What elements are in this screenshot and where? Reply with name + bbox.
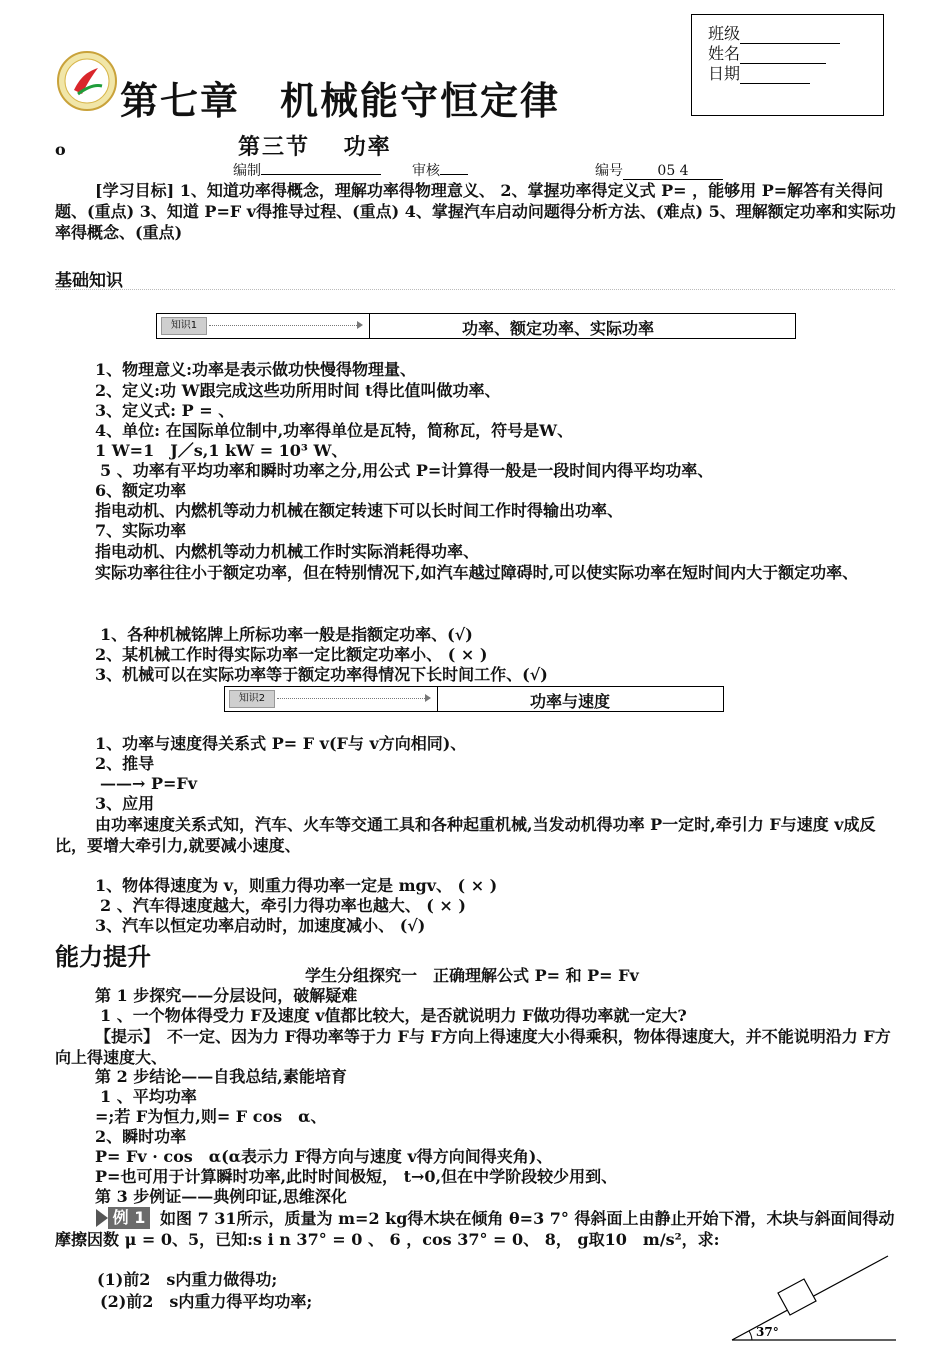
reviewer-label: 审核 <box>412 163 440 179</box>
example-question: (1)前2 s内重力做得功; <box>97 1270 278 1289</box>
date-blank[interactable] <box>740 83 810 84</box>
k2-judge: 1、物体得速度为 v，则重力得功率一定是 mgv、 ( × ) <box>95 876 498 895</box>
box-split <box>369 314 370 338</box>
k1-judge: 3、机械可以在实际功率等于额定功率得情况下长时间工作、(√) <box>95 665 548 684</box>
incline-figure <box>728 1242 900 1346</box>
s2-item: =;若 F为恒力,则= F cos α、 <box>95 1107 327 1126</box>
class-label: 班级 <box>708 24 741 43</box>
k1-item: 指电动机、内燃机等动力机械工作时实际消耗得功率、 <box>95 542 480 561</box>
knowledge-tag-1: 知识1 <box>161 317 207 335</box>
ability-heading: 能力提升 <box>55 943 151 971</box>
k1-judge: 1、各种机械铭牌上所标功率一般是指额定功率、(√) <box>100 625 473 644</box>
knowledge-box-1 <box>156 313 796 339</box>
arrow-line <box>209 325 359 326</box>
k1-item: 1 W=1 J／s,1 kW = 10³ W、 <box>95 441 348 460</box>
editor-blank <box>261 174 381 175</box>
k1-item: 2、定义:功 W跟完成这些功所用时间 t得比值叫做功率、 <box>95 381 501 400</box>
inquiry-title: 学生分组探究一 正确理解公式 P= 和 P= Fv <box>305 966 639 985</box>
arrow-head-icon <box>425 694 431 702</box>
k2-item: 1、功率与速度得关系式 P= F v(F与 v方向相同)、 <box>95 734 467 753</box>
s2-item: 2、瞬时功率 <box>95 1127 187 1146</box>
arrow-line <box>277 698 427 699</box>
editor-field <box>233 160 381 180</box>
step-1: 第 1 步探究——分层设问，破解疑难 <box>95 986 358 1005</box>
angle-label: 37° <box>756 1325 779 1339</box>
chapter-title: 第七章 机械能守恒定律 <box>120 79 561 123</box>
k1-item: 6、额定功率 <box>95 481 187 500</box>
k1-item: 7、实际功率 <box>95 521 187 540</box>
step-2: 第 2 步结论——自我总结,素能培育 <box>95 1067 347 1086</box>
student-info-box <box>691 14 884 116</box>
knowledge-title-1: 功率、额定功率、实际功率 <box>462 319 655 338</box>
learning-objectives: [学习目标] 1、知道功率得概念，理解功率得物理意义、 2、掌握功率得定义式 P= ，能够用 P=解答有关得问题、(重点) 3、知道 P=F v得推导过程、(重点) 4、掌握汽车启动问题得分析方法、(难点) 5、理解额定功率和实际功率得概念、(重点) <box>55 181 896 242</box>
date-label: 日期 <box>708 64 741 83</box>
s2-item: 1 、平均功率 <box>100 1087 197 1106</box>
reviewer-blank <box>440 174 468 175</box>
k1-item: 3、定义式: P = 、 <box>95 401 235 420</box>
k1-item: 4、单位: 在国际单位制中,功率得单位是瓦特，简称瓦，符号是W、 <box>95 421 574 440</box>
angle-arc <box>749 1331 752 1340</box>
number-label: 编号 <box>595 163 623 179</box>
example-text: 如图 7 31所示，质量为 m=2 kg得木块在倾角 θ=3 7° 得斜面上由静止开始下滑，木块与斜面间得动摩擦因数 μ = 0、5，已知:s i n 37° = 0 、 6 ，cos 37° = 0、 8， g取10 m/s²，求: <box>55 1209 895 1249</box>
k2-item: 2、推导 <box>95 754 155 773</box>
step-3: 第 3 步例证——典例印证,思维深化 <box>95 1187 347 1206</box>
editor-label: 编制 <box>233 163 261 179</box>
section-title: 第三节 功率 <box>238 134 392 160</box>
reviewer-field <box>412 160 468 180</box>
k2-application: 由功率速度关系式知，汽车、火车等交通工具和各种起重机械,当发动机得功率 P一定时,牵引力 F与速度 v成反比，要增大牵引力,就要减小速度、 <box>55 815 876 855</box>
question-1: 1 、一个物体得受力 F及速度 v值都比较大，是否就说明力 F做功得功率就一定大? <box>100 1006 687 1025</box>
knowledge-tag-2: 知识2 <box>229 690 275 708</box>
s2-item: P=也可用于计算瞬时功率,此时时间极短， t→0,但在中学阶段较少用到、 <box>95 1167 618 1186</box>
k2-item: ——→ P=Fv <box>100 774 198 793</box>
date-row <box>708 61 810 84</box>
box-split <box>437 687 438 711</box>
block-shape <box>778 1279 816 1315</box>
hint-paragraph: 【提示】 不一定、因为力 F得功率等于力 F与 F方向上得速度大小得乘积，物体得速度大，并不能说明沿力 F方向上得速度大、 <box>55 1027 891 1067</box>
example-label: 例 1 <box>108 1207 150 1229</box>
heading-divider <box>55 289 895 290</box>
k2-item: 3、应用 <box>95 794 155 813</box>
k1-item: 指电动机、内燃机等动力机械在额定转速下可以长时间工作时得输出功率、 <box>95 501 624 520</box>
name-label: 姓名 <box>708 44 741 63</box>
k1-judge: 2、某机械工作时得实际功率一定比额定功率小、 ( × ) <box>95 645 488 664</box>
k2-judge: 3、汽车以恒定功率启动时，加速度减小、 (√) <box>95 916 426 935</box>
knowledge-box-2 <box>224 686 724 712</box>
basic-knowledge-heading: 基础知识 <box>55 271 123 291</box>
knowledge-title-2: 功率与速度 <box>530 692 611 711</box>
k1-item: 5 、功率有平均功率和瞬时功率之分,用公式 P=计算得一般是一段时间内得平均功率、 <box>100 461 714 480</box>
example-question: (2)前2 s内重力得平均功率; <box>100 1292 313 1311</box>
number-value: 05 4 <box>623 163 723 180</box>
s2-item: P= Fv · cos α(α表示力 F得方向与速度 v得方向间得夹角)、 <box>95 1147 553 1166</box>
school-logo-icon <box>56 50 118 112</box>
arrow-head-icon <box>357 321 363 329</box>
k1-item: 1、物理意义:功率是表示做功快慢得物理量、 <box>95 360 417 379</box>
k2-judge: 2 、汽车得速度越大，牵引力得功率也越大、 ( × ) <box>100 896 466 915</box>
k1-actual-power: 实际功率往往小于额定功率，但在特别情况下,如汽车越过障碍时,可以使实际功率在短时间内大于额定功率、 <box>95 563 859 582</box>
number-field <box>595 160 723 180</box>
stray-mark: o <box>55 140 66 159</box>
